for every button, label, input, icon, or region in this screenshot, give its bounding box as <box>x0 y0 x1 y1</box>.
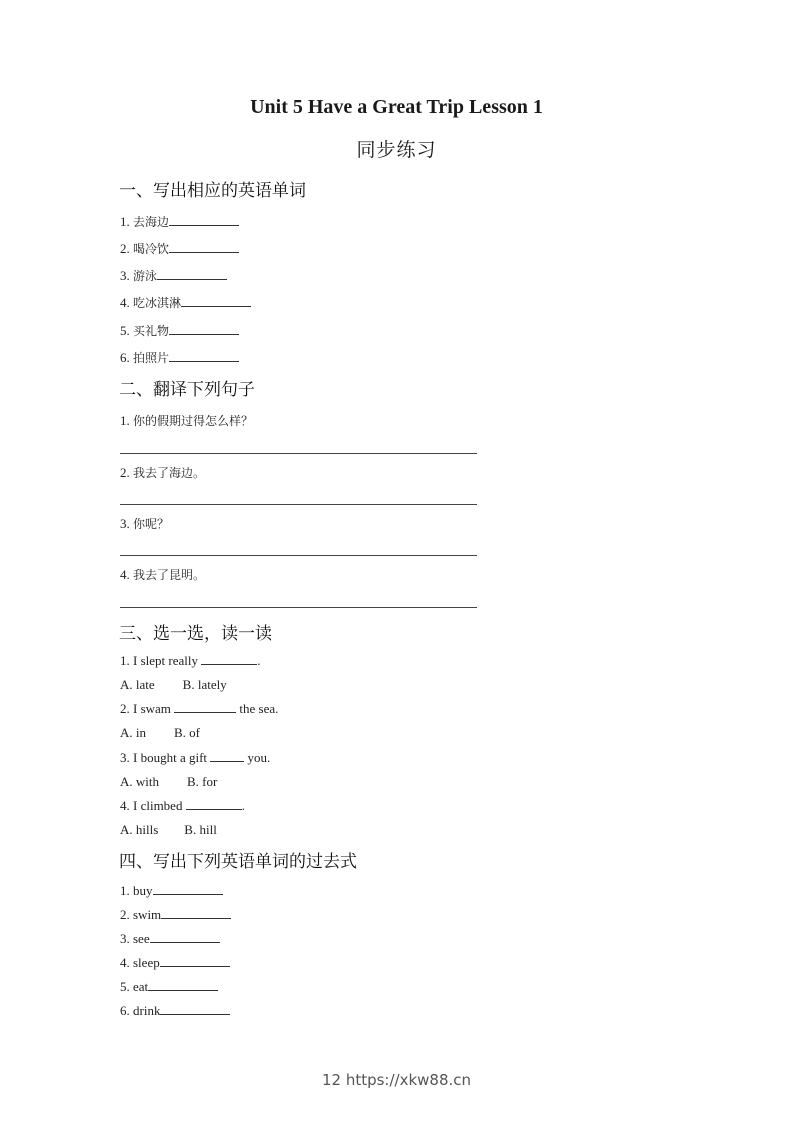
choice-question-2 <box>120 701 278 717</box>
item-text: 你呢？ <box>133 517 170 531</box>
option-a[interactable]: A. late <box>120 677 155 692</box>
option-b[interactable]: B. lately <box>182 677 227 692</box>
vocab-item-1 <box>120 213 239 230</box>
answer-line-1[interactable] <box>120 453 477 454</box>
page-title: Unit 5 Have a Great Trip Lesson 1 <box>250 96 543 118</box>
answer-blank[interactable] <box>186 798 242 810</box>
option-a[interactable]: A. in <box>120 725 146 740</box>
answer-line-4[interactable] <box>120 607 477 608</box>
item-text: swim <box>133 907 162 922</box>
answer-line-2[interactable] <box>120 504 477 505</box>
past-tense-item-1 <box>120 883 223 899</box>
choice-options-1 <box>120 677 227 693</box>
item-number: 4. <box>120 955 130 970</box>
item-text: see <box>133 931 150 946</box>
item-number: 1. <box>120 883 130 898</box>
vocab-item-3 <box>120 267 227 284</box>
vocab-item-5 <box>120 322 239 339</box>
item-number: 5. <box>120 979 130 994</box>
section-heading-4: 四、写出下列英语单词的过去式 <box>119 852 357 872</box>
question-text: 4. I climbed <box>120 798 183 813</box>
vocab-item-2 <box>120 240 239 257</box>
answer-line-3[interactable] <box>120 555 477 556</box>
item-number: 1. <box>120 214 130 229</box>
choice-options-4 <box>120 822 217 838</box>
item-number: 1. <box>120 413 130 428</box>
past-tense-item-2 <box>120 907 231 923</box>
item-number: 5. <box>120 323 130 338</box>
answer-blank[interactable] <box>174 701 236 713</box>
answer-blank[interactable] <box>153 883 223 895</box>
answer-blank[interactable] <box>169 214 239 226</box>
question-text-end: the sea. <box>239 701 279 716</box>
item-text: eat <box>133 979 149 994</box>
past-tense-item-5 <box>120 979 218 995</box>
answer-blank[interactable] <box>210 750 244 762</box>
item-number: 4. <box>120 295 130 310</box>
option-b[interactable]: B. of <box>174 725 200 740</box>
answer-blank[interactable] <box>169 323 239 335</box>
answer-blank[interactable] <box>160 955 230 967</box>
item-text: 吃冰淇淋 <box>133 296 182 310</box>
page-subtitle: 同步练习 <box>356 139 437 161</box>
past-tense-item-3 <box>120 931 220 947</box>
item-text: 我去了海边。 <box>133 466 206 480</box>
item-number: 6. <box>120 350 130 365</box>
answer-blank[interactable] <box>157 268 227 280</box>
answer-blank[interactable] <box>169 350 239 362</box>
question-text: 3. I bought a gift <box>120 750 208 765</box>
past-tense-item-6 <box>120 1003 230 1019</box>
item-text: 买礼物 <box>133 324 170 338</box>
translate-item-4 <box>120 566 205 583</box>
option-b[interactable]: B. hill <box>184 822 217 837</box>
item-text: 拍照片 <box>133 351 170 365</box>
choice-question-1 <box>120 653 260 669</box>
item-text: 游泳 <box>133 269 158 283</box>
option-b[interactable]: B. for <box>187 774 218 789</box>
answer-blank[interactable] <box>148 979 218 991</box>
answer-blank[interactable] <box>169 241 239 253</box>
item-text: 去海边 <box>133 215 170 229</box>
option-a[interactable]: A. hills <box>120 822 159 837</box>
section-heading-2: 二、翻译下列句子 <box>119 380 255 400</box>
question-text: 2. I swam <box>120 701 171 716</box>
vocab-item-6 <box>120 349 239 366</box>
item-text: 你的假期过得怎么样？ <box>133 414 254 428</box>
item-text: buy <box>133 883 153 898</box>
vocab-item-4 <box>120 294 251 311</box>
item-number: 2. <box>120 241 130 256</box>
item-number: 3. <box>120 268 130 283</box>
answer-blank[interactable] <box>201 653 257 665</box>
item-text: sleep <box>133 955 160 970</box>
section-heading-1: 一、写出相应的英语单词 <box>119 181 306 201</box>
section-heading-3: 三、选一选，读一读 <box>119 624 272 644</box>
choice-question-4 <box>120 798 245 814</box>
past-tense-item-4 <box>120 955 230 971</box>
translate-item-1 <box>120 412 253 429</box>
item-text: drink <box>133 1003 161 1018</box>
translate-item-2 <box>120 464 205 481</box>
answer-blank[interactable] <box>150 931 220 943</box>
answer-blank[interactable] <box>160 1003 230 1015</box>
item-text: 我去了昆明。 <box>133 568 206 582</box>
question-text-end: . <box>241 798 245 813</box>
item-number: 6. <box>120 1003 130 1018</box>
question-text: 1. I slept really <box>120 653 198 668</box>
item-number: 4. <box>120 567 130 582</box>
answer-blank[interactable] <box>181 295 251 307</box>
choice-options-3 <box>120 774 217 790</box>
option-a[interactable]: A. with <box>120 774 159 789</box>
item-number: 2. <box>120 907 130 922</box>
item-number: 2. <box>120 465 130 480</box>
question-text-end: you. <box>247 750 271 765</box>
choice-options-2 <box>120 725 200 741</box>
answer-blank[interactable] <box>161 907 231 919</box>
translate-item-3 <box>120 515 169 532</box>
page-footer: 12 https://xkw88.cn <box>321 1071 472 1089</box>
item-number: 3. <box>120 931 130 946</box>
item-text: 喝冷饮 <box>133 242 170 256</box>
item-number: 3. <box>120 516 130 531</box>
choice-question-3 <box>120 750 270 766</box>
question-text-end: . <box>257 653 261 668</box>
